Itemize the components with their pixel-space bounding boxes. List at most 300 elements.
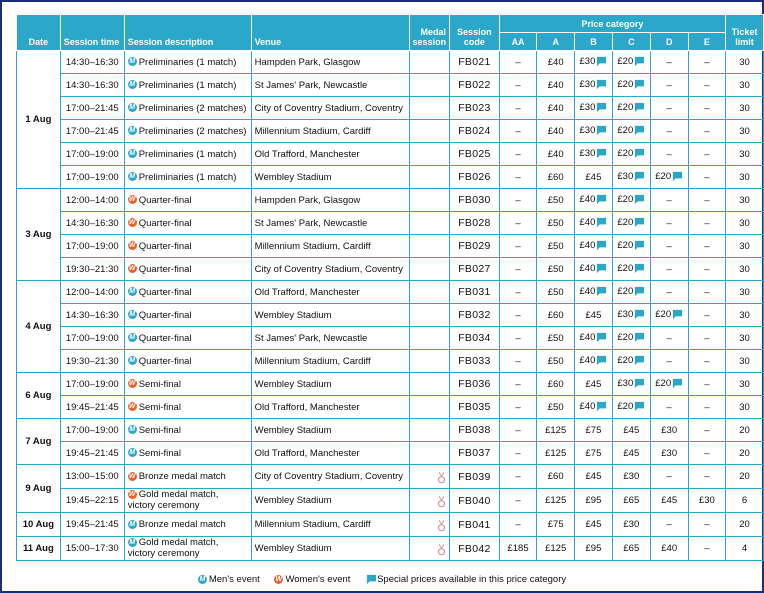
price-d-value: £20 bbox=[655, 171, 672, 183]
women-event-icon: W bbox=[275, 576, 283, 583]
schedule-body bbox=[17, 51, 764, 561]
date-cell: 6 Aug bbox=[17, 373, 61, 419]
ticket-limit: 20 bbox=[726, 513, 764, 537]
venue bbox=[251, 51, 409, 74]
price-e: – bbox=[688, 74, 725, 97]
flag-icon bbox=[596, 355, 607, 366]
session-description bbox=[124, 235, 251, 258]
table-row bbox=[17, 419, 764, 442]
price-e: – bbox=[688, 51, 725, 74]
venue-text: St James' Park, Newcastle bbox=[254, 217, 368, 229]
ticket-limit: 30 bbox=[726, 97, 764, 120]
price-e: – bbox=[688, 419, 725, 442]
medal-session bbox=[409, 537, 450, 561]
price-d-value: – bbox=[666, 519, 672, 530]
session-description bbox=[124, 97, 251, 120]
date-cell: 3 Aug bbox=[17, 189, 61, 281]
price-aa: – bbox=[499, 235, 537, 258]
table-row bbox=[17, 120, 764, 143]
table-row bbox=[17, 74, 764, 97]
ticket-limit: 6 bbox=[726, 489, 764, 513]
price-aa: – bbox=[499, 51, 537, 74]
venue-text: Hampden Park, Glasgow bbox=[254, 56, 361, 68]
session-code: FB031 bbox=[450, 281, 500, 304]
price-b bbox=[575, 350, 613, 373]
price-b bbox=[575, 419, 613, 442]
price-a: £50 bbox=[537, 189, 575, 212]
description-text: Quarter-final bbox=[138, 217, 192, 229]
session-description bbox=[124, 513, 251, 537]
men-event-icon: M bbox=[129, 334, 136, 342]
description-text: Semi-final bbox=[138, 447, 181, 459]
session-code: FB028 bbox=[450, 212, 500, 235]
flag-icon bbox=[596, 240, 607, 251]
flag-icon bbox=[672, 171, 683, 182]
venue bbox=[251, 489, 409, 513]
flag-icon bbox=[596, 332, 607, 343]
venue bbox=[251, 258, 409, 281]
price-d-value: £20 bbox=[655, 309, 672, 321]
ticket-limit: 4 bbox=[726, 537, 764, 561]
price-aa: – bbox=[499, 74, 537, 97]
price-e: – bbox=[688, 537, 725, 561]
price-d bbox=[650, 350, 688, 373]
price-b bbox=[575, 513, 613, 537]
price-e: – bbox=[688, 327, 725, 350]
venue-text: Wembley Stadium bbox=[254, 171, 332, 183]
price-a: £40 bbox=[537, 97, 575, 120]
price-c bbox=[612, 120, 650, 143]
table-row bbox=[17, 373, 764, 396]
price-aa: – bbox=[499, 120, 537, 143]
price-c bbox=[612, 189, 650, 212]
price-b bbox=[575, 212, 613, 235]
price-b-value: £95 bbox=[585, 495, 602, 506]
venue-text: Millennium Stadium, Cardiff bbox=[254, 519, 371, 530]
price-c-value: £20 bbox=[617, 401, 634, 413]
session-code: FB027 bbox=[450, 258, 500, 281]
price-d bbox=[650, 143, 688, 166]
date-cell: 9 Aug bbox=[17, 465, 61, 513]
table-row bbox=[17, 212, 764, 235]
session-description bbox=[124, 465, 251, 489]
venue-text: Old Trafford, Manchester bbox=[254, 447, 360, 459]
medal-session bbox=[409, 304, 450, 327]
venue-text: Millennium Stadium, Cardiff bbox=[254, 240, 371, 252]
ticket-limit: 30 bbox=[726, 143, 764, 166]
session-code: FB039 bbox=[450, 465, 500, 489]
price-d-value: – bbox=[666, 286, 672, 298]
venue-text: Wembley Stadium bbox=[254, 424, 332, 436]
session-time: 17:00–19:00 bbox=[60, 143, 124, 166]
price-c bbox=[612, 166, 650, 189]
men-event-icon: M bbox=[129, 449, 136, 457]
price-aa: – bbox=[499, 489, 537, 513]
price-c bbox=[612, 465, 650, 489]
price-b-value: £45 bbox=[585, 378, 602, 390]
medal-session bbox=[409, 74, 450, 97]
women-event-icon: W bbox=[128, 219, 136, 227]
price-b bbox=[575, 143, 613, 166]
price-c-value: £20 bbox=[617, 148, 634, 160]
price-c-value: £30 bbox=[617, 309, 634, 321]
table-row bbox=[17, 350, 764, 373]
session-description bbox=[124, 442, 251, 465]
legend bbox=[0, 574, 764, 585]
price-c bbox=[612, 350, 650, 373]
ticket-limit: 20 bbox=[726, 442, 764, 465]
medal-session bbox=[409, 51, 450, 74]
venue bbox=[251, 537, 409, 561]
session-description bbox=[124, 396, 251, 419]
ticket-limit: 30 bbox=[726, 350, 764, 373]
ticket-limit: 30 bbox=[726, 74, 764, 97]
session-time: 17:00–21:45 bbox=[60, 97, 124, 120]
medal-session bbox=[409, 442, 450, 465]
price-e: – bbox=[688, 258, 725, 281]
session-time: 19:30–21:30 bbox=[60, 350, 124, 373]
men-event-icon: M bbox=[129, 127, 136, 135]
price-c-value: £20 bbox=[617, 240, 634, 252]
flag-icon bbox=[634, 194, 645, 205]
medal-session bbox=[409, 166, 450, 189]
ticket-limit: 30 bbox=[726, 304, 764, 327]
price-a: £50 bbox=[537, 258, 575, 281]
price-c-value: £20 bbox=[617, 286, 634, 298]
price-d bbox=[650, 281, 688, 304]
price-e: – bbox=[688, 373, 725, 396]
session-code: FB038 bbox=[450, 419, 500, 442]
venue-text: City of Coventry Stadium, Coventry bbox=[254, 263, 404, 275]
table-row bbox=[17, 442, 764, 465]
price-e: – bbox=[688, 465, 725, 489]
price-d bbox=[650, 74, 688, 97]
description-text: Preliminaries (1 match) bbox=[138, 171, 237, 183]
medal-session bbox=[409, 465, 450, 489]
flag-icon bbox=[596, 401, 607, 412]
flag-icon bbox=[634, 56, 645, 67]
price-d bbox=[650, 489, 688, 513]
ticket-limit: 30 bbox=[726, 51, 764, 74]
price-d-value: – bbox=[666, 56, 672, 68]
price-d bbox=[650, 166, 688, 189]
price-b bbox=[575, 327, 613, 350]
women-event-icon: W bbox=[128, 196, 136, 204]
price-c bbox=[612, 235, 650, 258]
session-code: FB032 bbox=[450, 304, 500, 327]
session-code: FB025 bbox=[450, 143, 500, 166]
session-code: FB029 bbox=[450, 235, 500, 258]
price-aa: – bbox=[499, 281, 537, 304]
medal-session bbox=[409, 258, 450, 281]
price-b bbox=[575, 235, 613, 258]
venue bbox=[251, 350, 409, 373]
session-time: 19:45–21:45 bbox=[60, 396, 124, 419]
price-aa: – bbox=[499, 304, 537, 327]
price-c bbox=[612, 74, 650, 97]
women-event-icon: W bbox=[128, 265, 136, 273]
venue bbox=[251, 442, 409, 465]
flag-icon bbox=[596, 148, 607, 159]
description-text: Preliminaries (1 match) bbox=[138, 79, 237, 91]
price-e: – bbox=[688, 212, 725, 235]
price-c bbox=[612, 513, 650, 537]
price-c-value: £20 bbox=[617, 56, 634, 68]
medal-session bbox=[409, 97, 450, 120]
price-aa: – bbox=[499, 373, 537, 396]
ticket-limit: 30 bbox=[726, 396, 764, 419]
venue-text: Wembley Stadium bbox=[254, 495, 332, 506]
price-b-value: £45 bbox=[585, 519, 602, 530]
women-event-icon: W bbox=[128, 403, 136, 411]
price-a: £50 bbox=[537, 281, 575, 304]
venue bbox=[251, 304, 409, 327]
session-time: 17:00–21:45 bbox=[60, 120, 124, 143]
price-c-value: £20 bbox=[617, 355, 634, 367]
flag-icon bbox=[366, 574, 377, 585]
price-b-value: £45 bbox=[585, 471, 602, 482]
men-event-icon: M bbox=[129, 81, 136, 89]
price-c bbox=[612, 442, 650, 465]
table-row bbox=[17, 304, 764, 327]
price-aa: – bbox=[499, 166, 537, 189]
header-medal-session: Medal session bbox=[409, 15, 450, 51]
flag-icon bbox=[596, 286, 607, 297]
header-date: Date bbox=[17, 15, 61, 51]
price-a: £60 bbox=[537, 304, 575, 327]
header-c: C bbox=[612, 33, 650, 51]
venue-text: St James' Park, Newcastle bbox=[254, 79, 368, 91]
price-aa: – bbox=[499, 189, 537, 212]
header-e: E bbox=[688, 33, 725, 51]
medal-session bbox=[409, 212, 450, 235]
price-a: £50 bbox=[537, 396, 575, 419]
description-text: Quarter-final bbox=[138, 332, 192, 344]
flag-icon bbox=[634, 125, 645, 136]
medal-session bbox=[409, 396, 450, 419]
flag-icon bbox=[634, 332, 645, 343]
date-cell: 7 Aug bbox=[17, 419, 61, 465]
venue bbox=[251, 166, 409, 189]
men-event-icon: M bbox=[129, 288, 136, 296]
legend-men bbox=[198, 574, 260, 585]
table-row bbox=[17, 189, 764, 212]
price-b-value: £40 bbox=[579, 263, 596, 275]
men-event-icon: M bbox=[129, 426, 136, 434]
price-b-value: £40 bbox=[579, 217, 596, 229]
flag-icon bbox=[634, 79, 645, 90]
medal-icon bbox=[437, 520, 446, 532]
price-c-value: £20 bbox=[617, 332, 634, 344]
header-venue: Venue bbox=[251, 15, 409, 51]
price-a: £125 bbox=[537, 419, 575, 442]
session-time: 13:00–15:00 bbox=[60, 465, 124, 489]
price-aa: – bbox=[499, 327, 537, 350]
flag-icon bbox=[634, 171, 645, 182]
price-c bbox=[612, 537, 650, 561]
price-aa: – bbox=[499, 513, 537, 537]
venue bbox=[251, 327, 409, 350]
session-description bbox=[124, 281, 251, 304]
flag-icon bbox=[634, 286, 645, 297]
session-code: FB021 bbox=[450, 51, 500, 74]
price-d bbox=[650, 513, 688, 537]
venue-text: City of Coventry Stadium, Coventry bbox=[254, 470, 404, 482]
session-code: FB035 bbox=[450, 396, 500, 419]
date-cell: 4 Aug bbox=[17, 281, 61, 373]
venue-text: Hampden Park, Glasgow bbox=[254, 194, 361, 206]
price-aa: – bbox=[499, 97, 537, 120]
medal-icon bbox=[437, 544, 446, 556]
header-a: A bbox=[537, 33, 575, 51]
price-aa: – bbox=[499, 143, 537, 166]
session-time: 17:00–19:00 bbox=[60, 166, 124, 189]
price-b-value: £75 bbox=[585, 447, 602, 459]
price-d-value: – bbox=[666, 125, 672, 137]
price-d-value: – bbox=[666, 79, 672, 91]
price-b-value: £30 bbox=[579, 56, 596, 68]
price-d-value: £30 bbox=[661, 447, 678, 459]
price-e: – bbox=[688, 143, 725, 166]
flag-icon bbox=[672, 378, 683, 389]
flag-icon bbox=[634, 309, 645, 320]
price-b-value: £40 bbox=[579, 286, 596, 298]
session-code: FB040 bbox=[450, 489, 500, 513]
men-event-icon: M bbox=[199, 576, 206, 583]
price-c bbox=[612, 97, 650, 120]
price-c-value: £65 bbox=[623, 495, 640, 506]
price-c-value: £20 bbox=[617, 217, 634, 229]
price-d-value: – bbox=[666, 194, 672, 206]
price-b bbox=[575, 74, 613, 97]
price-d bbox=[650, 304, 688, 327]
price-a: £125 bbox=[537, 537, 575, 561]
venue bbox=[251, 465, 409, 489]
price-c bbox=[612, 304, 650, 327]
table-row bbox=[17, 327, 764, 350]
price-c-value: £65 bbox=[623, 543, 640, 554]
price-d-value: £40 bbox=[661, 543, 678, 554]
flag-icon bbox=[596, 194, 607, 205]
medal-session bbox=[409, 419, 450, 442]
session-code: FB034 bbox=[450, 327, 500, 350]
women-event-icon: W bbox=[128, 491, 136, 499]
session-time: 17:00–19:00 bbox=[60, 235, 124, 258]
price-a: £50 bbox=[537, 212, 575, 235]
men-event-icon: M bbox=[129, 311, 136, 319]
ticket-limit: 20 bbox=[726, 465, 764, 489]
session-description bbox=[124, 258, 251, 281]
ticket-limit: 30 bbox=[726, 373, 764, 396]
price-d bbox=[650, 373, 688, 396]
header-ticket-limit: Ticket limit bbox=[726, 15, 764, 51]
description-text: Quarter-final bbox=[138, 194, 192, 206]
venue-text: St James' Park, Newcastle bbox=[254, 332, 368, 344]
price-e: – bbox=[688, 396, 725, 419]
price-c-value: £20 bbox=[617, 125, 634, 137]
session-time: 17:00–19:00 bbox=[60, 419, 124, 442]
description-text: Quarter-final bbox=[138, 355, 192, 367]
price-a: £50 bbox=[537, 235, 575, 258]
session-code: FB022 bbox=[450, 74, 500, 97]
ticket-limit: 30 bbox=[726, 189, 764, 212]
ticket-limit: 30 bbox=[726, 327, 764, 350]
date-cell: 1 Aug bbox=[17, 51, 61, 189]
price-aa: – bbox=[499, 258, 537, 281]
flag-icon bbox=[634, 240, 645, 251]
session-time: 14:30–16:30 bbox=[60, 212, 124, 235]
legend-women bbox=[274, 574, 350, 585]
table-row bbox=[17, 396, 764, 419]
venue-text: Wembley Stadium bbox=[254, 378, 332, 390]
flag-icon bbox=[596, 125, 607, 136]
price-a: £60 bbox=[537, 373, 575, 396]
session-time: 19:30–21:30 bbox=[60, 258, 124, 281]
medal-session bbox=[409, 120, 450, 143]
men-event-icon: M bbox=[129, 357, 136, 365]
price-e: – bbox=[688, 166, 725, 189]
price-c bbox=[612, 258, 650, 281]
header-session-description: Session description bbox=[124, 15, 251, 51]
price-d bbox=[650, 212, 688, 235]
price-d bbox=[650, 442, 688, 465]
price-d-value: £45 bbox=[661, 495, 678, 506]
session-description bbox=[124, 304, 251, 327]
price-c bbox=[612, 51, 650, 74]
price-d-value: – bbox=[666, 263, 672, 275]
session-description bbox=[124, 74, 251, 97]
session-description bbox=[124, 120, 251, 143]
venue bbox=[251, 189, 409, 212]
table-row bbox=[17, 143, 764, 166]
header-d: D bbox=[650, 33, 688, 51]
price-d bbox=[650, 465, 688, 489]
venue bbox=[251, 97, 409, 120]
venue bbox=[251, 74, 409, 97]
price-d-value: – bbox=[666, 217, 672, 229]
venue bbox=[251, 513, 409, 537]
price-b-value: £45 bbox=[585, 171, 602, 183]
venue-text: Old Trafford, Manchester bbox=[254, 286, 360, 298]
legend-special-label: Special prices available in this price category bbox=[377, 574, 567, 586]
price-a: £125 bbox=[537, 489, 575, 513]
flag-icon bbox=[634, 217, 645, 228]
session-time: 19:45–22:15 bbox=[60, 489, 124, 513]
session-description bbox=[124, 350, 251, 373]
flag-icon bbox=[634, 263, 645, 274]
table-row bbox=[17, 235, 764, 258]
price-d bbox=[650, 258, 688, 281]
table-row bbox=[17, 489, 764, 513]
session-time: 19:45–21:45 bbox=[60, 442, 124, 465]
session-description bbox=[124, 189, 251, 212]
price-a: £40 bbox=[537, 143, 575, 166]
men-event-icon: M bbox=[129, 173, 136, 181]
venue-text: Old Trafford, Manchester bbox=[254, 148, 360, 160]
header-aa: AA bbox=[499, 33, 537, 51]
price-e: – bbox=[688, 235, 725, 258]
men-event-icon: M bbox=[129, 104, 136, 112]
venue bbox=[251, 235, 409, 258]
price-d bbox=[650, 537, 688, 561]
price-b-value: £75 bbox=[585, 424, 602, 436]
price-a: £50 bbox=[537, 327, 575, 350]
price-d-value: – bbox=[666, 401, 672, 413]
description-text: Quarter-final bbox=[138, 286, 192, 298]
description-text: Semi-final bbox=[138, 378, 181, 390]
description-text: Semi-final bbox=[138, 401, 181, 413]
price-e: – bbox=[688, 304, 725, 327]
